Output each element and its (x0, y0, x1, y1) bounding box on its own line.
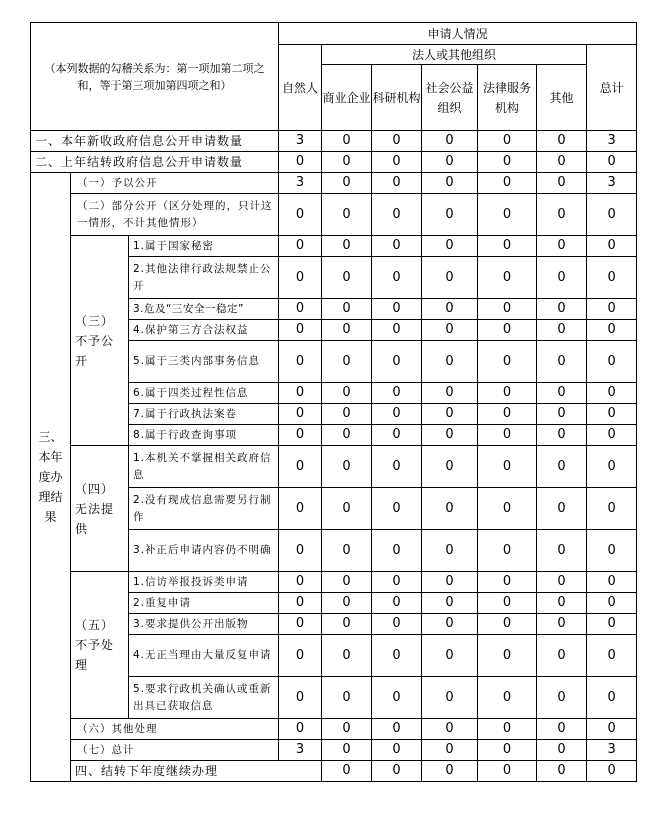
cell: 0 (279, 593, 322, 614)
cell: 0 (322, 341, 372, 383)
cell: 0 (587, 425, 637, 446)
cell: 0 (478, 446, 537, 488)
cell: 0 (322, 383, 372, 404)
cell: 0 (372, 341, 422, 383)
cell: 0 (537, 194, 587, 236)
cell: 0 (422, 572, 478, 593)
cell: 0 (537, 530, 587, 572)
cell: 0 (422, 236, 478, 257)
row-label: 7.属于行政执法案卷 (129, 404, 279, 425)
cell: 0 (478, 131, 537, 152)
cell: 0 (537, 404, 587, 425)
cell: 0 (478, 488, 537, 530)
cell: 0 (279, 488, 322, 530)
cell: 0 (372, 614, 422, 635)
cell: 0 (279, 425, 322, 446)
cell: 0 (279, 236, 322, 257)
cell: 0 (422, 404, 478, 425)
cell: 0 (587, 236, 637, 257)
cell: 0 (279, 257, 322, 299)
cell: 0 (587, 320, 637, 341)
header-business: 商业企业 (322, 65, 372, 131)
cell: 0 (587, 341, 637, 383)
row-label: 5.要求行政机关确认或重新出具已获取信息 (129, 677, 279, 719)
row-label: 2.没有现成信息需要另行制作 (129, 488, 279, 530)
group-label-4: （四）无法提供 (71, 446, 129, 572)
cell: 0 (422, 383, 478, 404)
cell: 0 (537, 488, 587, 530)
row-label: （七）总计 (71, 740, 279, 761)
cell: 0 (422, 446, 478, 488)
cell: 0 (279, 530, 322, 572)
cell: 0 (478, 614, 537, 635)
cell: 0 (422, 173, 478, 194)
cell: 0 (587, 383, 637, 404)
row-label: 6.属于四类过程性信息 (129, 383, 279, 404)
cell: 0 (537, 719, 587, 740)
section-label-3: 三、本年度办理结果 (31, 173, 71, 782)
cell: 0 (537, 635, 587, 677)
cell: 0 (279, 635, 322, 677)
cell: 0 (279, 446, 322, 488)
cell: 3 (279, 131, 322, 152)
cell: 0 (587, 635, 637, 677)
row-label: （一）予以公开 (71, 173, 279, 194)
disclosure-statistics-table (30, 22, 637, 782)
cell: 0 (422, 299, 478, 320)
cell: 0 (322, 320, 372, 341)
cell: 0 (279, 299, 322, 320)
cell: 0 (372, 761, 422, 782)
cell: 3 (279, 173, 322, 194)
cell: 0 (422, 635, 478, 677)
cell: 0 (537, 740, 587, 761)
table-row (31, 173, 637, 194)
table-row (31, 761, 637, 782)
cell: 0 (537, 761, 587, 782)
cell: 0 (478, 320, 537, 341)
cell: 0 (279, 383, 322, 404)
cell: 0 (372, 320, 422, 341)
cell: 0 (322, 446, 372, 488)
section-label-1: 一、本年新收政府信息公开申请数量 (31, 131, 279, 152)
cell: 0 (478, 530, 537, 572)
cell: 0 (322, 131, 372, 152)
table-row (31, 719, 637, 740)
cell: 0 (478, 257, 537, 299)
cell: 0 (279, 404, 322, 425)
group-label-3: （三）不予公开 (71, 236, 129, 446)
cell: 0 (422, 320, 478, 341)
cell: 0 (422, 488, 478, 530)
cell: 0 (478, 593, 537, 614)
cell: 0 (478, 425, 537, 446)
cell: 0 (322, 488, 372, 530)
table-row (31, 152, 637, 173)
cell: 0 (279, 341, 322, 383)
table-row (31, 194, 637, 236)
cell: 0 (279, 677, 322, 719)
cell: 0 (372, 425, 422, 446)
cell: 0 (279, 194, 322, 236)
cell: 0 (372, 404, 422, 425)
cell: 0 (537, 677, 587, 719)
row-label: 2.重复申请 (129, 593, 279, 614)
cell: 0 (478, 740, 537, 761)
cell: 0 (478, 236, 537, 257)
cell: 0 (587, 488, 637, 530)
row-label: 8.属于行政查询事项 (129, 425, 279, 446)
cell: 0 (587, 404, 637, 425)
cell: 0 (478, 299, 537, 320)
cell: 0 (322, 173, 372, 194)
row-label: 5.属于三类内部事务信息 (129, 341, 279, 383)
cell: 3 (587, 740, 637, 761)
cell: 0 (587, 530, 637, 572)
cell: 0 (372, 152, 422, 173)
cell: 0 (587, 446, 637, 488)
cell: 0 (372, 740, 422, 761)
cell: 0 (478, 635, 537, 677)
cell: 0 (422, 614, 478, 635)
cell: 0 (422, 593, 478, 614)
cell: 0 (279, 572, 322, 593)
group-label-5: （五）不予处理 (71, 572, 129, 719)
row-label: 4.无正当理由大量反复申请 (129, 635, 279, 677)
cell: 0 (537, 236, 587, 257)
cell: 0 (372, 635, 422, 677)
cell: 0 (372, 677, 422, 719)
cell: 0 (372, 593, 422, 614)
header-legal-service: 法律服务机构 (478, 65, 537, 131)
cell: 0 (478, 173, 537, 194)
cell: 0 (422, 257, 478, 299)
cell: 0 (322, 740, 372, 761)
header-natural-person: 自然人 (279, 45, 322, 131)
cell: 0 (587, 719, 637, 740)
cell: 0 (537, 173, 587, 194)
cell: 0 (422, 425, 478, 446)
cell: 0 (279, 719, 322, 740)
cell: 0 (537, 572, 587, 593)
cell: 0 (537, 341, 587, 383)
cell: 0 (422, 740, 478, 761)
cell: 0 (478, 152, 537, 173)
cell: 0 (537, 383, 587, 404)
cell: 0 (537, 131, 587, 152)
table-row (31, 572, 637, 593)
cell: 0 (372, 131, 422, 152)
cell: 0 (372, 530, 422, 572)
cell: 0 (279, 320, 322, 341)
cell: 0 (322, 236, 372, 257)
cell: 0 (537, 446, 587, 488)
cell: 0 (537, 257, 587, 299)
cell: 0 (372, 383, 422, 404)
row-label: （六）其他处理 (71, 719, 279, 740)
cell: 0 (322, 761, 372, 782)
cell: 0 (478, 341, 537, 383)
cell: 0 (587, 257, 637, 299)
cell: 0 (422, 719, 478, 740)
row-label: 3.危及“三安全一稳定” (129, 299, 279, 320)
header-research: 科研机构 (372, 65, 422, 131)
cell: 0 (537, 593, 587, 614)
cell: 0 (322, 194, 372, 236)
cell: 0 (478, 383, 537, 404)
cell: 0 (322, 257, 372, 299)
cell: 0 (422, 530, 478, 572)
cell: 0 (422, 341, 478, 383)
cell: 0 (322, 677, 372, 719)
cell: 0 (322, 635, 372, 677)
cell: 0 (478, 761, 537, 782)
row-label: 2.其他法律行政法规禁止公开 (129, 257, 279, 299)
row-label: 4.保护第三方合法权益 (129, 320, 279, 341)
cell: 0 (422, 677, 478, 719)
row-label: 1.属于国家秘密 (129, 236, 279, 257)
cell: 0 (587, 572, 637, 593)
cell: 3 (587, 131, 637, 152)
cell: 0 (322, 572, 372, 593)
cell: 0 (422, 194, 478, 236)
cell: 0 (372, 446, 422, 488)
cell: 0 (478, 677, 537, 719)
row-label: 1.本机关不掌握相关政府信息 (129, 446, 279, 488)
cell: 0 (322, 425, 372, 446)
cell: 0 (372, 488, 422, 530)
cell: 0 (322, 404, 372, 425)
section-label-4: 四、结转下年度继续办理 (71, 761, 322, 782)
cell: 0 (422, 131, 478, 152)
cell: 0 (322, 719, 372, 740)
cell: 0 (537, 152, 587, 173)
cell: 0 (587, 677, 637, 719)
cell: 0 (322, 152, 372, 173)
cell: 0 (478, 194, 537, 236)
cell: 0 (537, 299, 587, 320)
cell: 0 (537, 614, 587, 635)
header-total: 总计 (587, 45, 637, 131)
cell: 0 (372, 257, 422, 299)
cell: 0 (422, 761, 478, 782)
header-applicant: 申请人情况 (279, 23, 637, 45)
table-row (31, 236, 637, 257)
table-row (31, 740, 637, 761)
section-label-2: 二、上年结转政府信息公开申请数量 (31, 152, 279, 173)
row-label: 1.信访举报投诉类申请 (129, 572, 279, 593)
cell: 0 (322, 530, 372, 572)
cell: 0 (372, 299, 422, 320)
cell: 0 (372, 236, 422, 257)
cell: 0 (587, 614, 637, 635)
table-row (31, 446, 637, 488)
cell: 0 (322, 299, 372, 320)
cell: 0 (279, 152, 322, 173)
cell: 0 (478, 719, 537, 740)
cell: 3 (279, 740, 322, 761)
cell: 0 (372, 719, 422, 740)
cell: 0 (537, 425, 587, 446)
cell: 0 (537, 320, 587, 341)
cell: 0 (478, 404, 537, 425)
table-row (31, 131, 637, 152)
cell: 0 (372, 572, 422, 593)
cell: 0 (587, 299, 637, 320)
cell: 0 (478, 572, 537, 593)
cell: 0 (322, 614, 372, 635)
cell: 0 (587, 194, 637, 236)
header-public-welfare: 社会公益组织 (422, 65, 478, 131)
cell: 0 (322, 593, 372, 614)
cell: 0 (422, 152, 478, 173)
header-note: （本列数据的勾稽关系为：第一项加第二项之和，等于第三项加第四项之和） (31, 23, 279, 131)
cell: 0 (372, 194, 422, 236)
cell: 0 (587, 761, 637, 782)
cell: 0 (279, 614, 322, 635)
header-other: 其他 (537, 65, 587, 131)
row-label: 3.要求提供公开出版物 (129, 614, 279, 635)
cell: 3 (587, 173, 637, 194)
row-label: 3.补正后申请内容仍不明确 (129, 530, 279, 572)
row-label: （二）部分公开（区分处理的，只计这一情形，不计其他情形） (71, 194, 279, 236)
cell: 0 (372, 173, 422, 194)
cell: 0 (587, 593, 637, 614)
cell: 0 (587, 152, 637, 173)
header-legal-group: 法人或其他组织 (322, 45, 587, 65)
